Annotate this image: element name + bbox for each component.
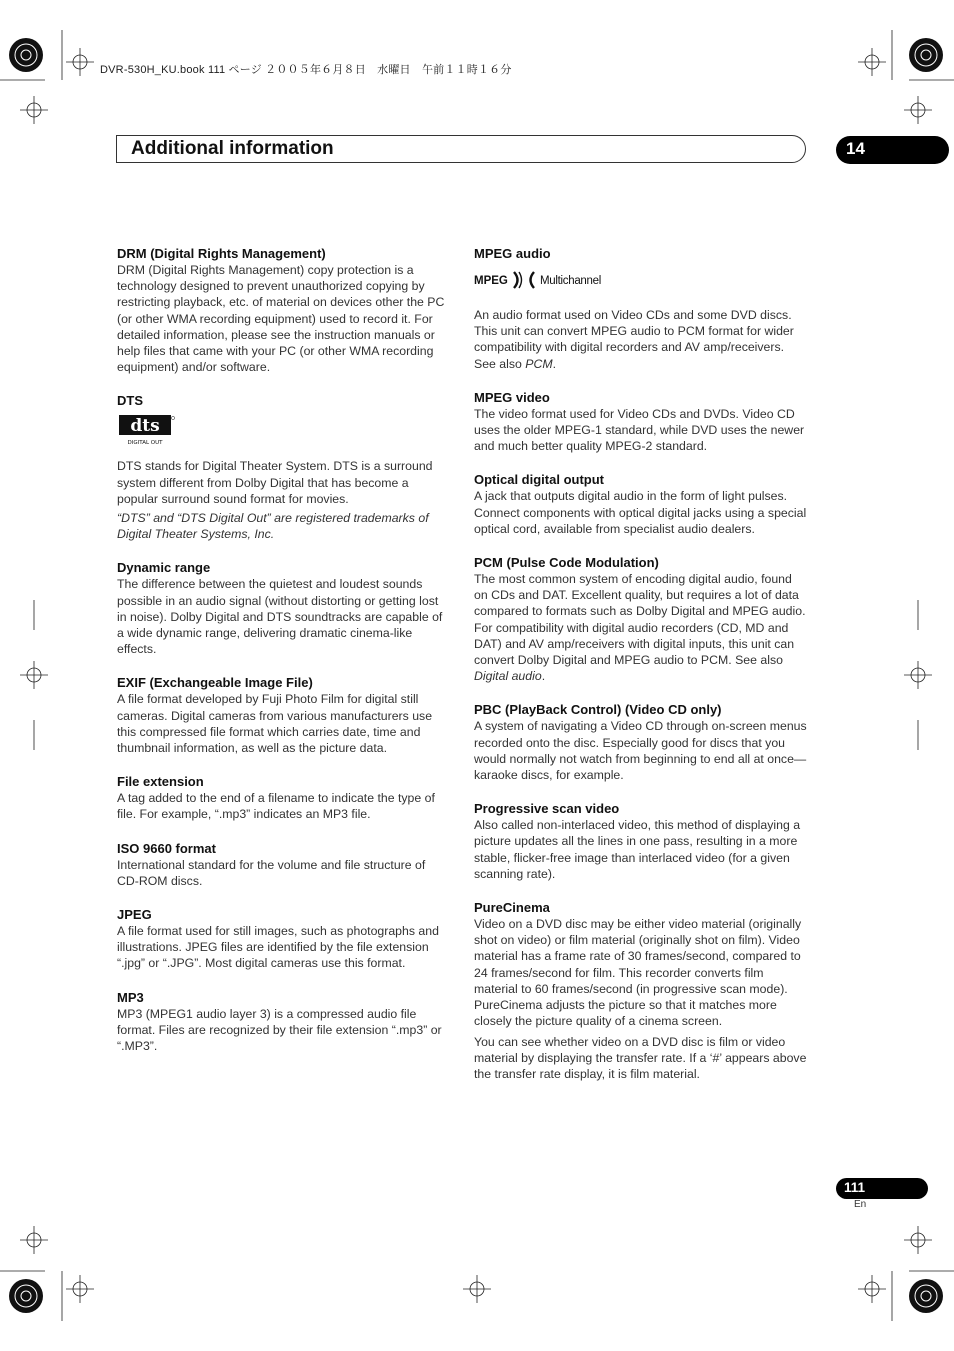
term-heading: PCM (Pulse Code Modulation) xyxy=(474,555,659,571)
glossary-entry-iso9660 xyxy=(117,840,450,889)
term-definition: The most common system of encoding digital audio, found on CDs and DAT. Excellent quality, but requires a lot of data compared to formats such as Dolby Digital and MPEG audio. For compatibility with digital audio recorders (CD, MD and DAT) and AV amp/receivers with digital inputs, this unit can convert Dolby Digital and MPEG audio to PCM. See also Digital audio. xyxy=(474,572,806,684)
term-heading: MPEG video xyxy=(474,389,550,405)
section-title: Additional information xyxy=(131,138,334,159)
chapter-tab xyxy=(836,136,949,164)
term-heading: Progressive scan video xyxy=(474,801,620,817)
page-number: 111 xyxy=(844,1180,866,1195)
term-definition: DTS stands for Digital Theater System. DTS is a surround system different from Dolby Digital that has become a popular surround sound format for movies. xyxy=(117,459,433,506)
glossary-entry-dynamic-range xyxy=(117,559,450,657)
term-definition: An audio format used on Video CDs and some DVD discs. This unit can convert MPEG audio to PCM format for wider compatibility with digital recorders and AV amp/receivers. See also PCM. xyxy=(474,308,794,371)
term-definition: Video on a DVD disc may be either video material (originally shot on video) or film material (originally shot on film). Video material has a frame rate of 30 frames/second, compared to 24 frames/second for film. This recorder converts film material to 60 frames/second (in progressive scan mode). PureCinema adjusts the picture so that it matches more closely the picture quality of a cinema screen. xyxy=(474,917,802,1029)
term-heading: Optical digital output xyxy=(474,472,604,488)
file-info-header: DVR-530H_KU.book 111 ページ ２００５年６月８日 水曜日 午前１１時１６分 xyxy=(100,64,512,76)
mpeg-multichannel-logo xyxy=(474,270,616,290)
chapter-number: 14 xyxy=(846,139,865,158)
svg-text:MPEG: MPEG xyxy=(474,275,508,287)
term-definition: DRM (Digital Rights Management) copy protection is a technology designed to prevent unauthorized copying by restricting playback, etc. of material on devices other the PC (or other WMA recording equipment) used to record it. For detailed information, please see the instruction manuals or help files that came with your PC (or other WMA recording equipment) and/or software. xyxy=(117,263,445,375)
cross-reference: PCM xyxy=(525,356,553,371)
glossary-entry-pbc xyxy=(474,701,807,783)
term-heading: DRM (Digital Rights Management) xyxy=(117,246,326,261)
term-definition: International standard for the volume and file structure of CD-ROM discs. xyxy=(117,857,426,888)
glossary-entry-drm xyxy=(117,245,450,375)
dts-digital-out-logo xyxy=(119,415,175,447)
glossary-entry-mpeg-audio xyxy=(474,245,807,372)
svg-text:dts: dts xyxy=(130,416,160,437)
glossary-entry-optical-output xyxy=(474,471,807,537)
svg-text:Multichannel: Multichannel xyxy=(540,275,601,287)
term-heading: DTS xyxy=(117,393,143,409)
term-definition: The video format used for Video CDs and DVDs. Video CD uses the older MPEG-1 standard, while DVD uses the newer and much better quality MPEG-2 standard. xyxy=(474,406,805,454)
term-definition: A file format used for still images, such as photographs and illustrations. JPEG files are identified by the file extension “.jpg” or “.JPG”. Most digital cameras use this format. xyxy=(117,924,439,971)
term-heading: ISO 9660 format xyxy=(117,840,216,856)
term-heading: PBC (PlayBack Control) (Video CD only) xyxy=(474,702,722,718)
glossary-entry-dts xyxy=(117,392,450,542)
glossary-entry-progressive-scan xyxy=(474,800,807,882)
term-definition: A system of navigating a Video CD through on-screen menus recorded onto the disc. Especially good for discs that you would normally not watch from beginning to end all at once—karaoke discs, for example. xyxy=(474,719,807,783)
term-definition: Also called non-interlaced video, this method of displaying a picture updates all the lines in one pass, resulting in a more stable, flicker-free image than interlaced video (for a given scanning rate). xyxy=(474,818,801,881)
cross-reference: Digital audio xyxy=(474,669,542,684)
page-number-tab xyxy=(836,1178,928,1199)
glossary-entry-pcm xyxy=(474,554,807,684)
term-definition: A jack that outputs digital audio in the form of light pulses. Connect components with optical digital jacks using a special optical cord, available from specialist audio dealers. xyxy=(474,489,807,536)
page-language: En xyxy=(854,1199,867,1210)
svg-text:DIGITAL OUT: DIGITAL OUT xyxy=(127,440,163,447)
glossary-entry-exif xyxy=(117,674,450,756)
term-heading: EXIF (Exchangeable Image File) xyxy=(117,675,313,691)
left-column xyxy=(117,245,450,1071)
right-column xyxy=(474,245,807,1099)
glossary-entry-jpeg xyxy=(117,906,450,972)
glossary-entry-file-extension xyxy=(117,773,450,822)
term-definition: MP3 (MPEG1 audio layer 3) is a compressed audio file format. Files are recognized by their file extension “.mp3” or “.MP3”. xyxy=(117,1006,442,1054)
term-heading: MPEG audio xyxy=(474,246,551,261)
term-definition: The difference between the quietest and loudest sounds possible in an audio signal (without distorting or getting lost in noise). Dolby Digital and DTS soundtracks are capable of a wide dynamic range, delivering dramatic cinema-like effects. xyxy=(117,577,443,657)
glossary-entry-purecinema xyxy=(474,899,807,1082)
term-heading: JPEG xyxy=(117,907,152,923)
glossary-entry-mpeg-video xyxy=(474,389,807,455)
section-header-bar xyxy=(116,135,806,163)
term-definition-continued: You can see whether video on a DVD disc is film or video material by displaying the transfer rate. If a ‘#’ appears above the transfer rate display, it is film material. xyxy=(474,1034,807,1081)
term-definition: A tag added to the end of a filename to indicate the type of file. For example, “.mp3” indicates an MP3 file. xyxy=(117,791,435,822)
term-heading: File extension xyxy=(117,774,204,790)
term-heading: Dynamic range xyxy=(117,560,211,576)
term-definition: A file format developed by Fuji Photo Film for digital still cameras. Digital cameras from various manufacturers use this compressed file format which carries date, time and thumbnail information, as well as the picture data. xyxy=(117,692,433,756)
trademark-note: “DTS” and “DTS Digital Out” are registered trademarks of Digital Theater Systems, Inc. xyxy=(117,511,429,542)
term-heading: PureCinema xyxy=(474,900,550,916)
term-heading: MP3 xyxy=(117,989,144,1005)
glossary-entry-mp3 xyxy=(117,989,450,1055)
